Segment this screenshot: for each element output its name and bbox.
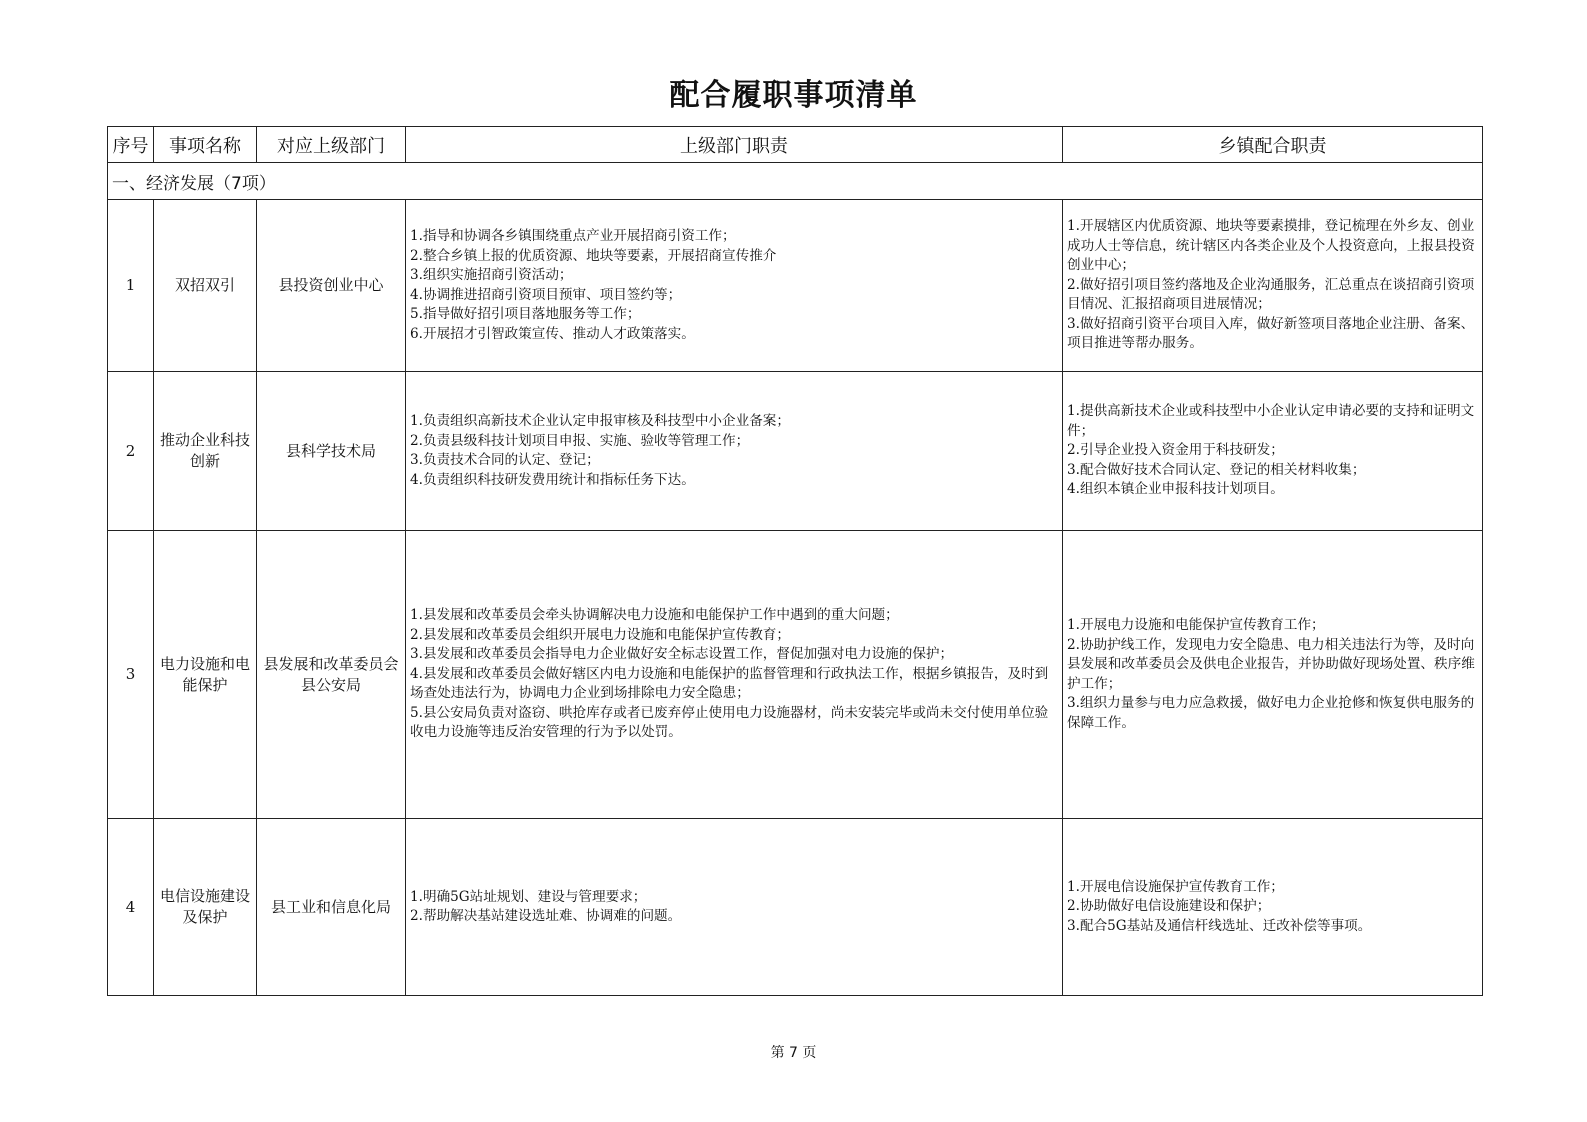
row-no: 3 [108, 531, 154, 819]
row-upper-duty [406, 819, 1063, 996]
duty-line: 2.协助护线工作，发现电力安全隐患、电力相关违法行为等，及时向县发展和改革委员会及供电企业报告，并协助做好现场处置、秩序维护工作； [1067, 636, 1475, 692]
header-upper-duty: 上级部门职责 [406, 127, 1063, 163]
duty-line: 3.组织力量参与电力应急救援，做好电力企业抢修和恢复供电服务的保障工作。 [1067, 695, 1475, 731]
duty-line: 2.引导企业投入资金用于科技研发； [1067, 442, 1284, 459]
duty-line: 2.整合乡镇上报的优质资源、地块等要素，开展招商宣传推介 [410, 247, 777, 264]
duty-line: 1.明确5G站址规划、建设与管理要求； [410, 888, 647, 905]
duty-line: 2.负责县级科技计划项目申报、实施、验收等管理工作； [410, 432, 750, 449]
table-row [108, 372, 1483, 531]
duty-line: 1.开展电力设施和电能保护宣传教育工作； [1067, 617, 1325, 633]
duty-line: 4.协调推进招商引资项目预审、项目签约等； [410, 286, 682, 303]
duty-line: 1.指导和协调各乡镇围绕重点产业开展招商引资工作； [410, 228, 736, 244]
row-name: 电力设施和电能保护 [154, 531, 257, 819]
row-town-duty [1063, 531, 1483, 819]
duty-line: 2.协助做好电信设施建设和保护； [1067, 898, 1271, 915]
page-title: 配合履职事项清单 [669, 78, 918, 113]
duty-line: 5.县公安局负责对盗窃、哄抢库存或者已废弃停止使用电力设施器材，尚未安装完毕或尚未交付使用单位验收电力设施等违反治安管理的行为予以处罚。 [410, 704, 1049, 741]
duty-line: 4.县发展和改革委员会做好辖区内电力设施和电能保护的监督管理和行政执法工作，根据乡镇报告，及时到场查处违法行为，协调电力企业到场排除电力安全隐患； [410, 665, 1049, 702]
duty-table [107, 126, 1483, 996]
header-no: 序号 [108, 127, 154, 163]
header-dept: 对应上级部门 [257, 127, 406, 163]
header-town-duty: 乡镇配合职责 [1063, 127, 1483, 163]
duty-line: 3.做好招商引资平台项目入库，做好新签项目落地企业注册、备案、项目推进等帮办服务。 [1067, 315, 1475, 352]
row-dept: 县发展和改革委员会县公安局 [257, 531, 406, 819]
section-title: 一、经济发展（7项） [108, 163, 1483, 200]
row-name: 双招双引 [154, 200, 257, 372]
duty-line: 3.负责技术合同的认定、登记； [410, 452, 600, 468]
duty-line: 3.配合5G基站及通信杆线选址、迁改补偿等事项。 [1067, 917, 1372, 934]
page-number: 第 7 页 [770, 1045, 817, 1061]
row-no: 1 [108, 200, 154, 372]
table-row [108, 819, 1483, 996]
duty-line: 3.县发展和改革委员会指导电力企业做好安全标志设置工作，督促加强对电力设施的保护； [410, 646, 954, 663]
section-row [108, 163, 1483, 200]
table-row [108, 531, 1483, 819]
table-header-row [108, 127, 1483, 163]
header-name: 事项名称 [154, 127, 257, 163]
duty-line: 2.帮助解决基站建设选址难、协调难的问题。 [410, 908, 682, 924]
duty-line: 4.组织本镇企业申报科技计划项目。 [1067, 481, 1284, 498]
duty-line: 1.开展辖区内优质资源、地块等要素摸排，登记梳理在外乡友、创业成功人士等信息，统计辖区内各类企业及个人投资意向，上报县投资创业中心； [1067, 218, 1475, 274]
duty-line: 1.负责组织高新技术企业认定申报审核及科技型中小企业备案； [410, 413, 790, 429]
duty-line: 2.县发展和改革委员会组织开展电力设施和电能保护宣传教育； [410, 626, 790, 643]
row-town-duty [1063, 200, 1483, 372]
table-row [108, 200, 1483, 372]
duty-line: 5.指导做好招引项目落地服务等工作； [410, 306, 641, 322]
duty-line: 1.提供高新技术企业或科技型中小企业认定申请必要的支持和证明文件； [1067, 403, 1475, 439]
row-no: 4 [108, 819, 154, 996]
row-dept: 县工业和信息化局 [257, 819, 406, 996]
row-dept: 县科学技术局 [257, 372, 406, 531]
duty-line: 3.组织实施招商引资活动； [410, 267, 573, 283]
row-no: 2 [108, 372, 154, 531]
duty-line: 3.配合做好技术合同认定、登记的相关材料收集； [1067, 461, 1366, 478]
duty-line: 1.县发展和改革委员会牵头协调解决电力设施和电能保护工作中遇到的重大问题； [410, 607, 899, 624]
row-name: 电信设施建设及保护 [154, 819, 257, 996]
row-upper-duty [406, 531, 1063, 819]
duty-line: 2.做好招引项目签约落地及企业沟通服务，汇总重点在谈招商引资项目情况、汇报招商项目进展情况； [1067, 276, 1475, 313]
row-town-duty [1063, 372, 1483, 531]
duty-line: 6.开展招才引智政策宣传、推动人才政策落实。 [410, 325, 695, 342]
duty-line: 1.开展电信设施保护宣传教育工作； [1067, 878, 1284, 895]
row-name: 推动企业科技创新 [154, 372, 257, 531]
row-town-duty [1063, 819, 1483, 996]
row-dept: 县投资创业中心 [257, 200, 406, 372]
row-upper-duty [406, 372, 1063, 531]
row-upper-duty [406, 200, 1063, 372]
duty-line: 4.负责组织科技研发费用统计和指标任务下达。 [410, 471, 695, 488]
